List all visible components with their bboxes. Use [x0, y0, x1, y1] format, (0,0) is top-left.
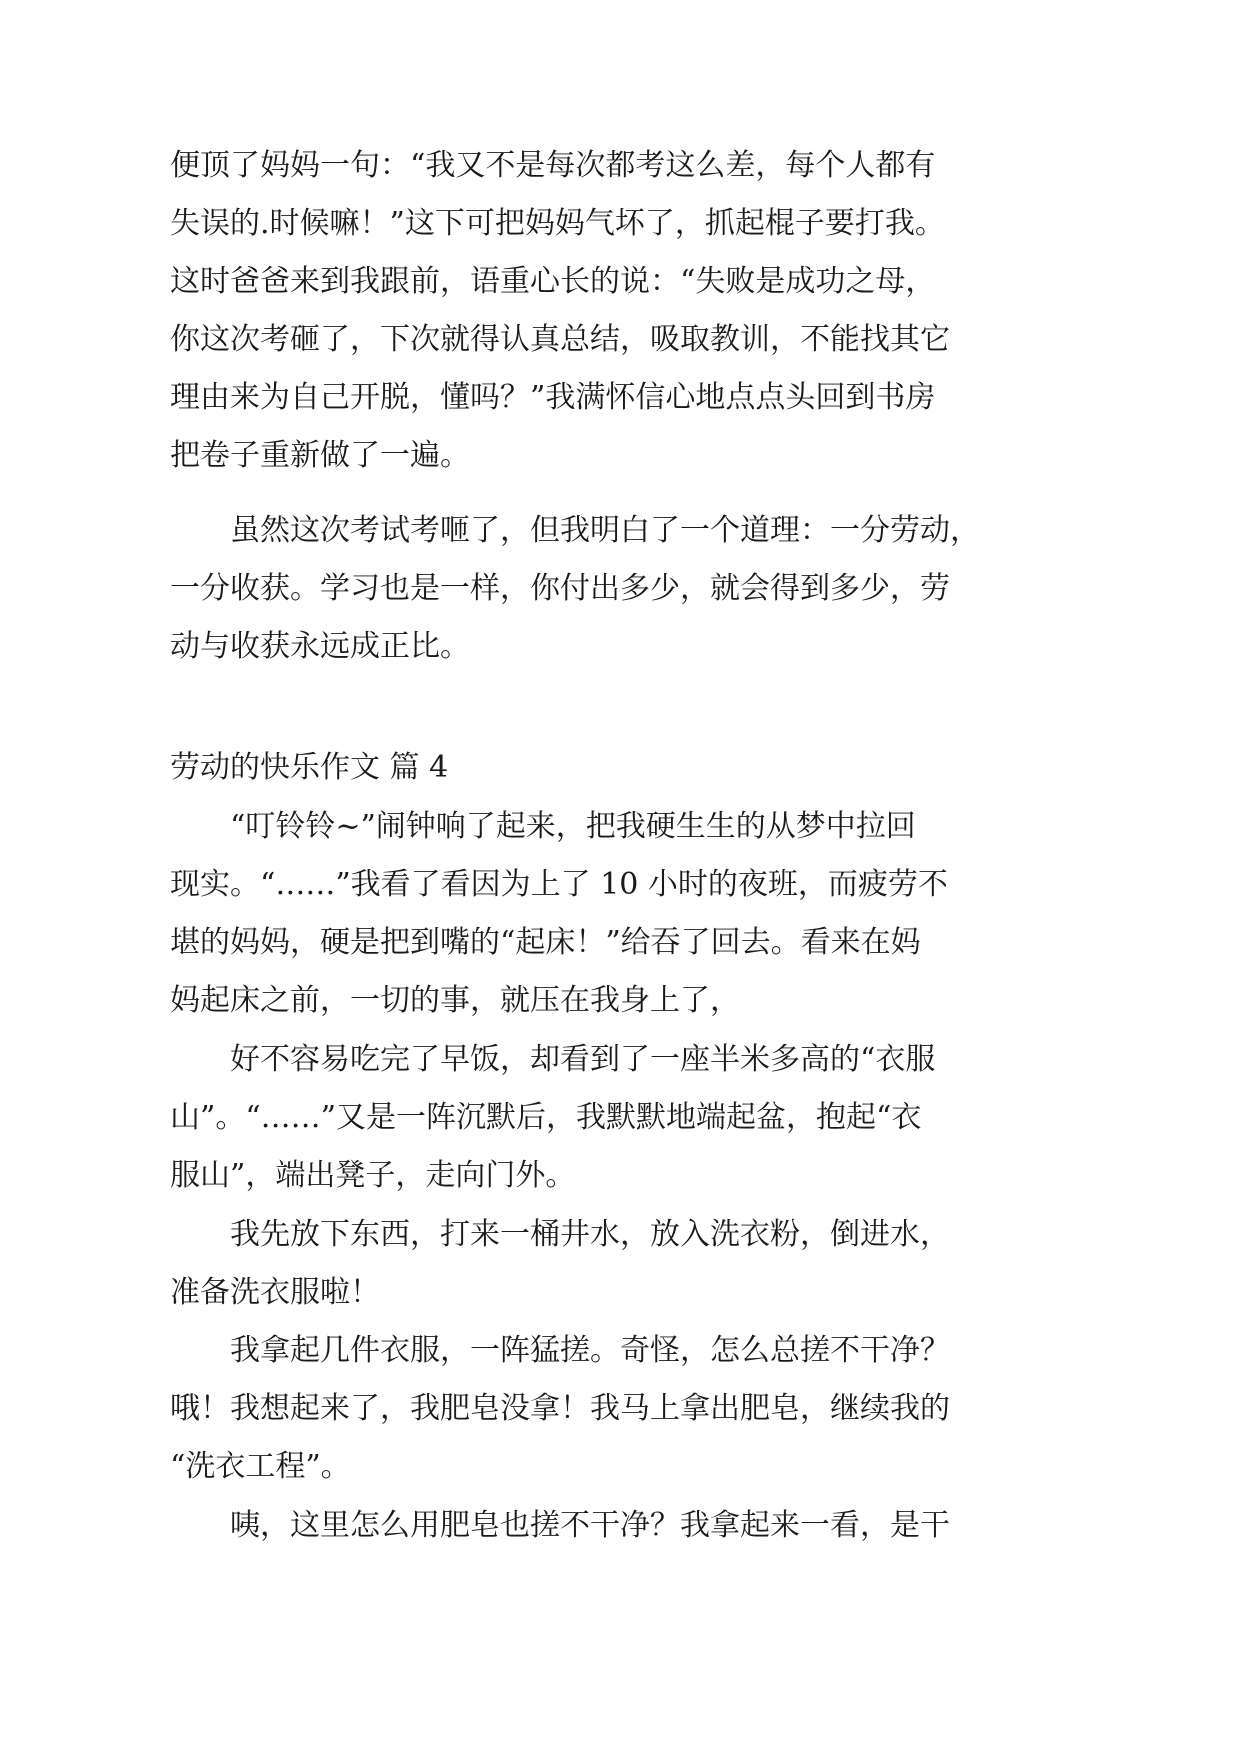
line-text: 现实。“……”我看了看因为上了 10 小时的夜班，而疲劳不: [170, 867, 948, 902]
text-line: [0, 805, 1241, 849]
line-text: 哦！我想起来了，我肥皂没拿！我马上拿出肥皂，继续我的: [170, 1391, 950, 1426]
text-line: [0, 921, 1241, 965]
line-text: 堪的妈妈，硬是把到嘴的“起床！”给吞了回去。看来在妈: [170, 925, 921, 960]
line-text: 服山”，端出凳子，走向门外。: [170, 1158, 576, 1193]
line-text: 这时爸爸来到我跟前，语重心长的说：“失败是成功之母，: [170, 264, 936, 299]
text-line: [0, 318, 1241, 362]
line-text: 虽然这次考试考咂了，但我明白了一个道理：一分劳动，: [230, 513, 980, 548]
line-text: 山”。“……”又是一阵沉默后，我默默地端起盆，抱起“衣: [170, 1100, 922, 1135]
line-text: 你这次考砸了，下次就得认真总结，吸取教训，不能找其它: [170, 322, 950, 357]
text-line: [0, 1445, 1241, 1489]
text-line: [0, 376, 1241, 420]
text-line: [0, 625, 1241, 669]
line-text: 理由来为自己开脱，懂吗？”我满怀信心地点点头回到书房: [170, 380, 936, 415]
line-text: 好不容易吃完了早饭，却看到了一座半米多高的“衣服: [230, 1042, 936, 1077]
line-text: 失误的.时候嘛！”这下可把妈妈气坏了，抓起棍子要打我。: [170, 206, 945, 241]
section-heading: [0, 746, 1241, 790]
text-line: [0, 1154, 1241, 1198]
line-text: 动与收获永远成正比。: [170, 629, 470, 664]
text-line: [0, 260, 1241, 304]
text-line: [0, 863, 1241, 907]
line-text: 妈起床之前，一切的事，就压在我身上了，: [170, 983, 740, 1018]
line-text: “叮铃铃~”闹钟响了起来，把我硬生生的从梦中拉回: [230, 809, 916, 844]
text-line: [0, 1387, 1241, 1431]
line-text: 把卷子重新做了一遍。: [170, 438, 470, 473]
line-text: 我先放下东西，打来一桶井水，放入洗衣粉，倒进水，: [230, 1217, 950, 1252]
text-line: [0, 1213, 1241, 1257]
text-line: [0, 1504, 1241, 1548]
line-text: “洗衣工程”。: [170, 1449, 351, 1484]
text-line: [0, 434, 1241, 478]
text-line: [0, 144, 1241, 188]
line-text: 我拿起几件衣服，一阵猛搓。奇怪，怎么总搓不干净？: [230, 1333, 950, 1368]
text-line: [0, 1096, 1241, 1140]
line-text: 便顶了妈妈一句：“我又不是每次都考这么差，每个人都有: [170, 148, 936, 183]
line-text: 一分收获。学习也是一样，你付出多少，就会得到多少，劳: [170, 571, 950, 606]
text-line: [0, 567, 1241, 611]
text-line: [0, 202, 1241, 246]
text-line: [0, 1271, 1241, 1315]
text-line: [0, 1038, 1241, 1082]
text-line: [0, 979, 1241, 1023]
line-text: 准备洗衣服啦！: [170, 1275, 380, 1310]
text-line: [0, 509, 1241, 553]
heading-text: 劳动的快乐作文 篇 4: [170, 750, 449, 785]
text-line: [0, 1329, 1241, 1373]
line-text: 咦，这里怎么用肥皂也搓不干净？我拿起来一看，是干: [230, 1508, 950, 1543]
